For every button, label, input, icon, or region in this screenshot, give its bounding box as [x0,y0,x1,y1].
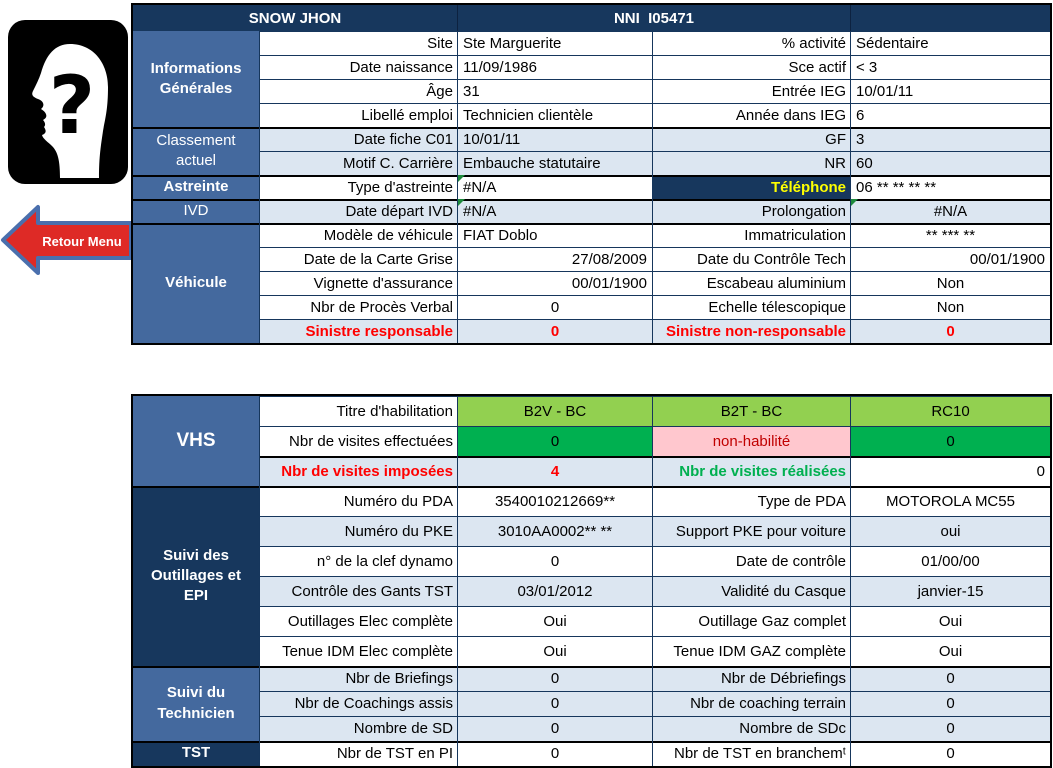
value-cell[interactable]: 0 [458,691,653,716]
value-cell[interactable]: 3010AA0002** ** [458,516,653,546]
value-cell[interactable]: < 3 [851,55,1050,79]
value-cell[interactable]: 0 [458,319,653,343]
table-row [260,606,1050,636]
habilitation-cell[interactable]: RC10 [851,396,1050,426]
label-cell: Support PKE pour voiture [653,516,851,546]
value-cell[interactable]: Oui [458,636,653,666]
section-ivd: IVD [133,199,260,223]
question-mark-head-icon [8,20,128,184]
employee-name-header: SNOW JHON [133,5,458,31]
value-cell[interactable]: Oui [851,636,1050,666]
label-cell: Nbr de TST en branchemᵗ [653,741,851,766]
table-row [260,247,1050,271]
label-cell: Date de contrôle [653,546,851,576]
value-cell[interactable]: 0 [458,546,653,576]
value-cell[interactable]: 6 [851,103,1050,127]
label-cell: GF [653,127,851,151]
value-cell[interactable]: 0 [458,741,653,766]
value-cell[interactable]: 0 [851,666,1050,691]
value-cell-error[interactable]: #N/A [458,199,653,223]
label-cell: Nbr de Coachings assis [260,691,458,716]
label-cell: % activité [653,31,851,55]
label-cell: Sinistre non-responsable [653,319,851,343]
value-cell[interactable]: 01/00/00 [851,546,1050,576]
value-cell-error[interactable]: #N/A [458,175,653,199]
section-suivi-outillages-epi: Suivi des Outillages et EPI [133,486,260,666]
unknown-person-avatar [8,20,128,184]
label-cell: Motif C. Carrière [260,151,458,175]
value-cell[interactable]: 0 [851,319,1050,343]
value-cell-error[interactable]: #N/A [851,199,1050,223]
value-cell[interactable]: 0 [851,456,1050,486]
left-arrow-icon [0,203,136,279]
value-cell[interactable]: janvier-15 [851,576,1050,606]
header-empty-cell [851,5,1050,31]
value-cell[interactable]: Oui [458,606,653,636]
label-cell: Sinistre responsable [260,319,458,343]
label-cell: Modèle de véhicule [260,223,458,247]
table-row [260,456,1050,486]
value-cell[interactable]: oui [851,516,1050,546]
habilitation-cell[interactable]: B2T - BC [653,396,851,426]
value-cell[interactable]: Technicien clientèle [458,103,653,127]
label-cell: Nbr de visites imposées [260,456,458,486]
value-cell[interactable]: Non [851,295,1050,319]
label-cell: Nombre de SD [260,716,458,741]
value-cell[interactable]: 00/01/1900 [458,271,653,295]
value-cell[interactable]: 0 [851,426,1050,456]
value-cell[interactable]: 10/01/11 [458,127,653,151]
label-cell: Date du Contrôle Tech [653,247,851,271]
table-header-row [133,5,1050,31]
label-cell: Prolongation [653,199,851,223]
label-cell: Tenue IDM GAZ complète [653,636,851,666]
section-vhs: VHS [133,396,260,486]
label-cell: Outillage Gaz complet [653,606,851,636]
section-informations-generales: Informations Générales [133,31,260,127]
label-cell: Numéro du PKE [260,516,458,546]
table-row [260,691,1050,716]
label-cell: Escabeau aluminium [653,271,851,295]
label-cell: Libellé emploi [260,103,458,127]
label-cell: Immatriculation [653,223,851,247]
table-row [260,271,1050,295]
table-row [260,666,1050,691]
label-cell: Âge [260,79,458,103]
non-habilite-cell[interactable]: non-habilité [653,426,851,456]
section-astreinte: Astreinte [133,175,260,199]
label-cell: Date départ IVD [260,199,458,223]
value-cell[interactable]: 0 [458,716,653,741]
label-cell: Nombre de SDc [653,716,851,741]
table-row [260,741,1050,766]
label-cell: Nbr de visites effectuées [260,426,458,456]
label-cell: Tenue IDM Elec complète [260,636,458,666]
section-vehicule: Véhicule [133,223,260,343]
employee-info-table [131,3,1052,345]
value-cell[interactable]: 11/09/1986 [458,55,653,79]
value-cell[interactable]: 60 [851,151,1050,175]
table-row [260,636,1050,666]
label-cell: Contrôle des Gants TST [260,576,458,606]
value-cell[interactable]: 00/01/1900 [851,247,1050,271]
value-cell[interactable]: 31 [458,79,653,103]
label-cell: Nbr de visites réalisées [653,456,851,486]
label-cell: Nbr de Procès Verbal [260,295,458,319]
table-row [260,175,1050,199]
label-cell: Numéro du PDA [260,486,458,516]
table-row [260,295,1050,319]
value-cell[interactable]: 3 [851,127,1050,151]
value-cell[interactable]: 10/01/11 [851,79,1050,103]
table-row [260,151,1050,175]
label-cell: Date naissance [260,55,458,79]
retour-menu-label: Retour Menu [42,233,122,249]
label-cell: NR [653,151,851,175]
value-cell[interactable]: Sédentaire [851,31,1050,55]
habilitation-cell[interactable]: B2V - BC [458,396,653,426]
value-cell[interactable]: Embauche statutaire [458,151,653,175]
table-row [260,31,1050,55]
value-cell[interactable]: Non [851,271,1050,295]
suivi-table [131,394,1052,768]
value-cell[interactable]: 0 [458,666,653,691]
table-row [260,486,1050,516]
label-cell: Sce actif [653,55,851,79]
value-cell[interactable]: 0 [851,716,1050,741]
table-row [260,576,1050,606]
table-row [260,103,1050,127]
retour-menu-button[interactable] [0,203,136,279]
label-cell: Nbr de Briefings [260,666,458,691]
label-cell: n° de la clef dynamo [260,546,458,576]
label-cell: Entrée IEG [653,79,851,103]
label-cell: Validité du Casque [653,576,851,606]
section-tst: TST [133,741,260,766]
table-row [260,516,1050,546]
value-cell[interactable]: 0 [851,691,1050,716]
section-classement-actuel: Classement actuel [133,127,260,175]
table-row [260,127,1050,151]
label-cell: Nbr de coaching terrain [653,691,851,716]
value-cell[interactable]: 27/08/2009 [458,247,653,271]
label-cell: Nbr de TST en PI [260,741,458,766]
value-cell[interactable]: 03/01/2012 [458,576,653,606]
label-cell: Titre d'habilitation [260,396,458,426]
employee-nni-header: NNI I05471 [458,5,851,31]
value-cell[interactable]: Oui [851,606,1050,636]
value-cell[interactable]: Ste Marguerite [458,31,653,55]
table-row [260,396,1050,426]
value-cell[interactable]: 0 [458,295,653,319]
svg-text:?: ? [48,59,96,152]
value-cell[interactable]: FIAT Doblo [458,223,653,247]
label-cell: Nbr de Débriefings [653,666,851,691]
phone-value-cell[interactable]: 06 ** ** ** ** [851,175,1050,199]
table-row [260,426,1050,456]
table-row [260,199,1050,223]
label-cell: Outillages Elec complète [260,606,458,636]
table-row [260,319,1050,343]
table-row [260,716,1050,741]
label-cell: Type de PDA [653,486,851,516]
value-cell[interactable]: 3540010212669** [458,486,653,516]
label-cell: Vignette d'assurance [260,271,458,295]
table-row [260,79,1050,103]
table-row [260,546,1050,576]
value-cell[interactable]: 0 [458,426,653,456]
value-cell[interactable]: MOTOROLA MC55 [851,486,1050,516]
label-cell: Site [260,31,458,55]
label-cell: Année dans IEG [653,103,851,127]
value-cell[interactable]: ** *** ** [851,223,1050,247]
value-cell[interactable]: 4 [458,456,653,486]
label-cell: Date de la Carte Grise [260,247,458,271]
label-cell: Type d'astreinte [260,175,458,199]
table-row [260,223,1050,247]
label-cell: Echelle télescopique [653,295,851,319]
section-suivi-technicien: Suivi du Technicien [133,666,260,741]
value-cell[interactable]: 0 [851,741,1050,766]
telephone-label: Téléphone [653,175,851,199]
table-row [260,55,1050,79]
label-cell: Date fiche C01 [260,127,458,151]
